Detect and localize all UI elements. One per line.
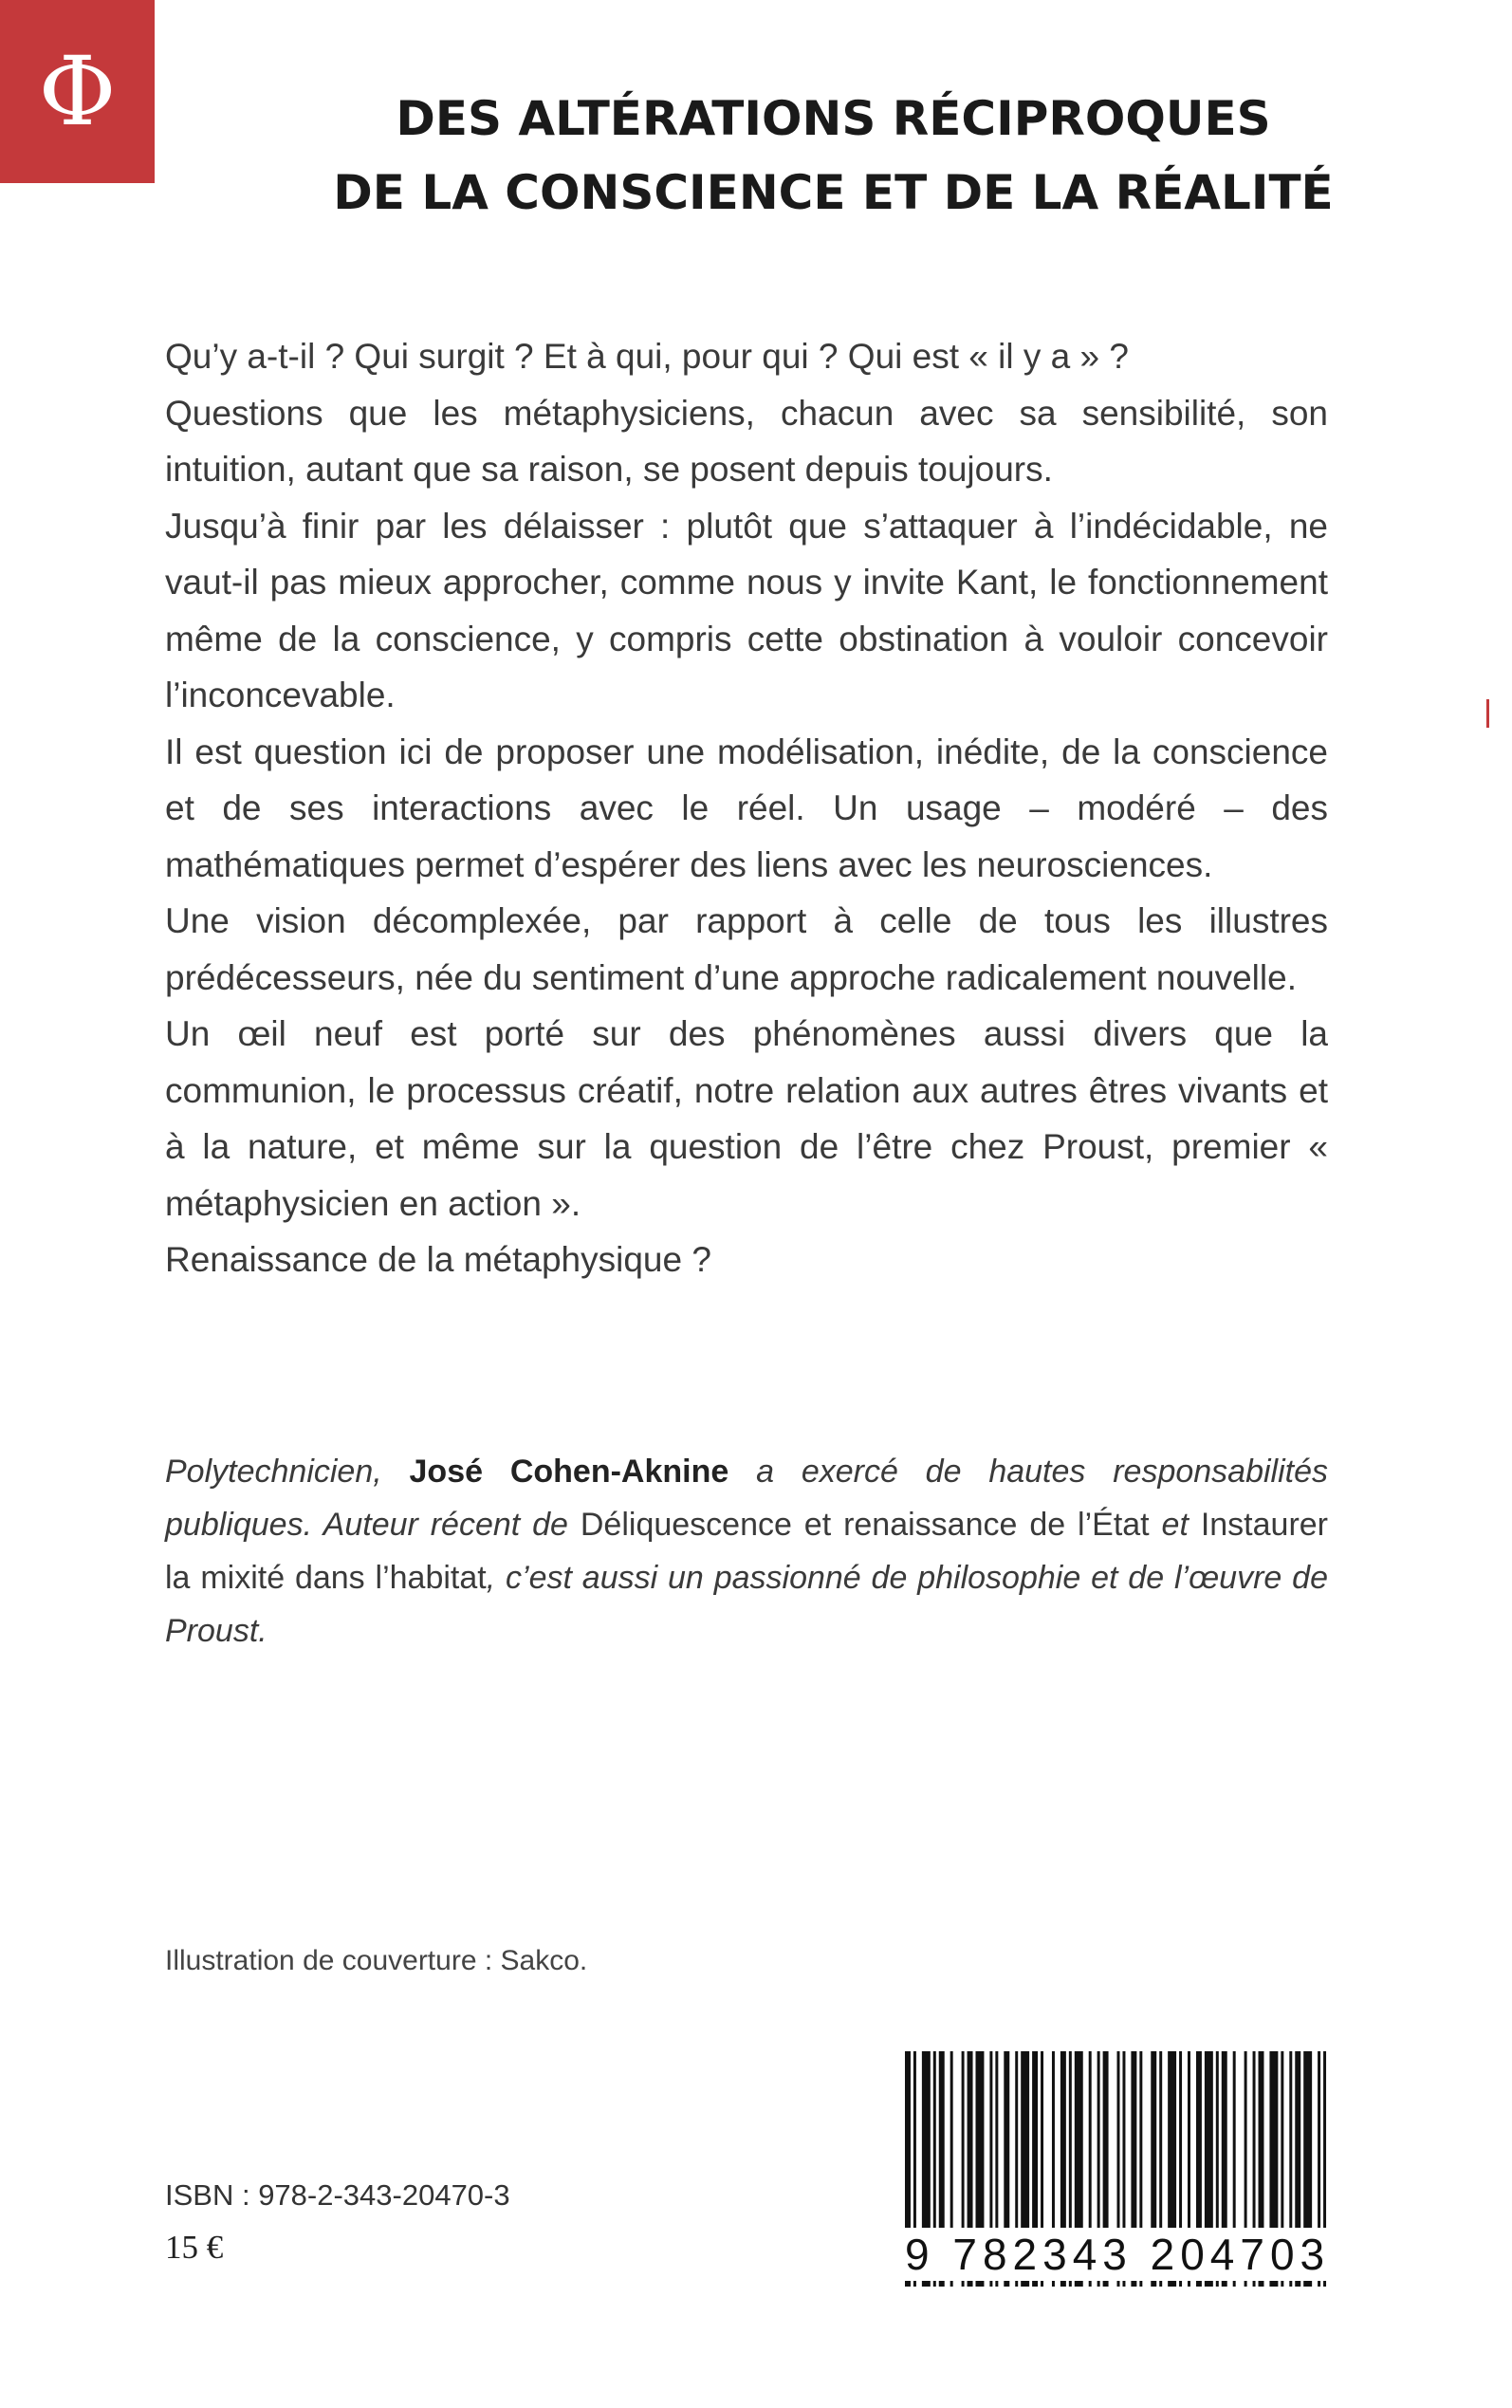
book-title-1: Déliquescence et renaissance de l’État: [580, 1507, 1150, 1543]
publisher-logo: [0, 0, 155, 183]
bio-text: a exercé de hautes responsabilités publiques. Auteur récent de: [165, 1454, 1329, 1543]
blurb-paragraph: Jusqu’à finir par les délaisser : plutôt que s’attaquer à l’indécidable, ne vaut-il pas mieux approcher, comme nous y invite Kant, le fonctionnement même de la conscience, y compris cette obstination à vouloir concevoir l’inconcevable.: [165, 506, 1328, 714]
author-name: José Cohen-Aknine: [409, 1454, 729, 1490]
blurb-paragraph: Un œil neuf est porté sur des phénomènes aussi divers que la communion, le processus créatif, notre relation aux autres êtres vivants et à la nature, et même sur la question de l’être chez Proust, premier « métaphysicien en action ».: [165, 1014, 1328, 1223]
book-title: [155, 82, 1512, 230]
bio-text: et: [1149, 1507, 1201, 1543]
barcode-digits: 9 782343 204703: [905, 2230, 1331, 2279]
price: 15 €: [165, 2229, 224, 2266]
author-bio: [165, 1445, 1328, 1658]
bio-text: Polytechnicien,: [165, 1454, 410, 1490]
back-cover-blurb: [165, 328, 1328, 1288]
bio-text: , c’est aussi un passionné de philosophie et de l’œuvre de Proust.: [165, 1560, 1328, 1649]
phi-logo-icon: Φ: [38, 35, 117, 147]
blurb-paragraph: Une vision décomplexée, par rapport à celle de tous les illustres prédécesseurs, née du sentiment d’une approche radicalement nouvelle.: [165, 901, 1328, 997]
spine-marker: [1486, 699, 1489, 728]
blurb-paragraph: Renaissance de la métaphysique ?: [165, 1240, 711, 1279]
title-line-1: DES ALTÉRATIONS RÉCIPROQUES: [396, 91, 1271, 146]
blurb-paragraph: Il est question ici de proposer une modélisation, inédite, de la conscience et de ses interactions avec le réel. Un usage – modéré – des mathématiques permet d’espérer des liens avec les neurosciences.: [165, 732, 1328, 884]
title-line-2: DE LA CONSCIENCE ET DE LA RÉALITÉ: [333, 165, 1334, 220]
book-title-2: Instaurer la mixité dans l’habitat: [165, 1507, 1329, 1596]
blurb-paragraph: Qu’y a-t-il ? Qui surgit ? Et à qui, pour qui ? Qui est « il y a » ?: [165, 337, 1129, 376]
illustration-credit: Illustration de couverture : Sakco.: [165, 1945, 588, 1976]
isbn: ISBN : 978-2-343-20470-3: [165, 2178, 510, 2212]
blurb-paragraph: Questions que les métaphysiciens, chacun avec sa sensibilité, son intuition, autant que sa raison, se posent depuis toujours.: [165, 393, 1328, 489]
